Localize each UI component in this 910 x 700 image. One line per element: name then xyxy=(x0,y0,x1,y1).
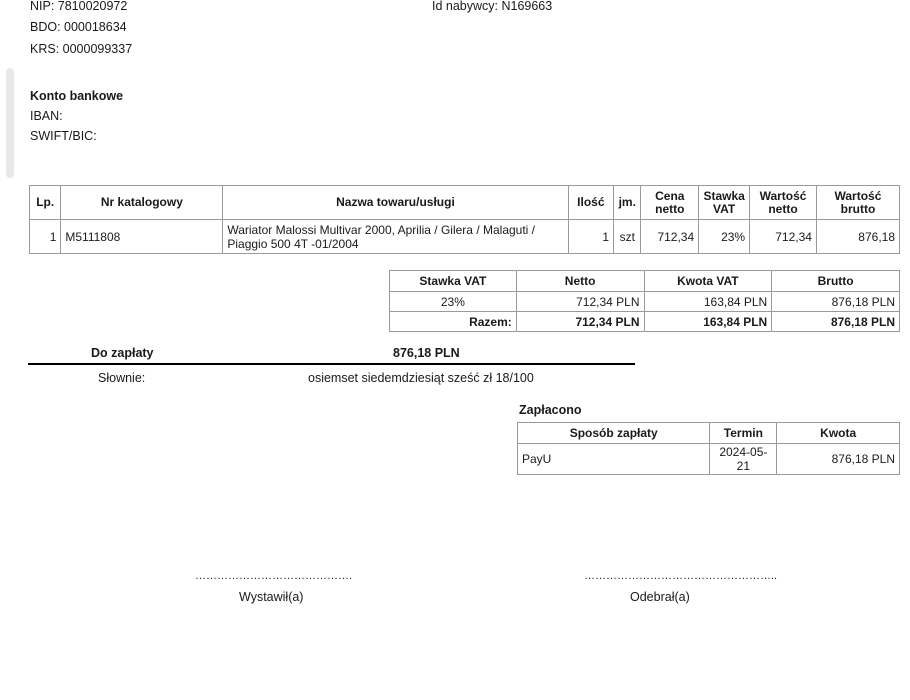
header-qty: Ilość xyxy=(568,186,614,220)
cell-value-net: 712,34 xyxy=(750,220,817,254)
payment-table xyxy=(517,422,900,475)
table-row xyxy=(30,220,900,254)
items-header-row xyxy=(30,186,900,220)
bank-swift: SWIFT/BIC: xyxy=(30,129,97,143)
vat-total-net: 712,34 PLN xyxy=(516,312,644,332)
bank-iban: IBAN: xyxy=(30,109,63,123)
vat-total-label: Razem: xyxy=(390,312,517,332)
payment-header-date: Termin xyxy=(710,423,777,444)
vat-header-row xyxy=(390,271,900,292)
payment-header-method: Sposób zapłaty xyxy=(518,423,710,444)
receiver-signature-line: …………………………………………….. xyxy=(584,570,778,582)
payment-header-row xyxy=(518,423,900,444)
issuer-signature-line: ……………………………………. xyxy=(195,570,353,582)
receiver-label: Odebrał(a) xyxy=(630,590,690,604)
header-price-net: Cena netto xyxy=(641,186,699,220)
vat-header-net: Netto xyxy=(516,271,644,292)
in-words-label: Słownie: xyxy=(98,371,146,385)
vat-amount: 163,84 PLN xyxy=(644,292,772,312)
scrollbar-thumb[interactable] xyxy=(6,68,14,178)
cell-vat-rate: 23% xyxy=(699,220,750,254)
seller-bdo: BDO: 000018634 xyxy=(30,20,127,34)
to-pay-underline xyxy=(28,363,635,365)
to-pay-amount: 876,18 PLN xyxy=(393,346,460,360)
header-catalog: Nr katalogowy xyxy=(61,186,223,220)
seller-krs: KRS: 0000099337 xyxy=(30,42,133,56)
cell-qty: 1 xyxy=(568,220,614,254)
cell-lp: 1 xyxy=(30,220,61,254)
payment-method: PayU xyxy=(518,444,710,475)
payment-amount: 876,18 PLN xyxy=(777,444,900,475)
payment-header-amount: Kwota xyxy=(777,423,900,444)
cell-unit: szt xyxy=(614,220,641,254)
vat-rate: 23% xyxy=(390,292,517,312)
paid-title: Zapłacono xyxy=(519,403,582,417)
seller-nip: NIP: 7810020972 xyxy=(30,0,128,13)
vat-summary-table xyxy=(389,270,900,332)
vat-net: 712,34 PLN xyxy=(516,292,644,312)
vat-header-vat: Kwota VAT xyxy=(644,271,772,292)
to-pay-label: Do zapłaty xyxy=(91,346,154,360)
header-lp: Lp. xyxy=(30,186,61,220)
header-name: Nazwa towaru/usługi xyxy=(223,186,568,220)
header-unit: jm. xyxy=(614,186,641,220)
cell-price-net: 712,34 xyxy=(641,220,699,254)
payment-date: 2024-05-21 xyxy=(710,444,777,475)
header-vat-rate: Stawka VAT xyxy=(699,186,750,220)
vat-header-rate: Stawka VAT xyxy=(390,271,517,292)
cell-catalog: M5111808 xyxy=(61,220,223,254)
bank-title: Konto bankowe xyxy=(30,89,124,103)
vat-total-gross: 876,18 PLN xyxy=(772,312,900,332)
in-words-value: osiemset siedemdziesiąt sześć zł 18/100 xyxy=(308,371,534,385)
table-row xyxy=(518,444,900,475)
vat-total-row xyxy=(390,312,900,332)
issuer-label: Wystawił(a) xyxy=(239,590,304,604)
vat-gross: 876,18 PLN xyxy=(772,292,900,312)
header-value-net: Wartość netto xyxy=(750,186,817,220)
header-value-gross: Wartość brutto xyxy=(816,186,899,220)
vat-total-vat: 163,84 PLN xyxy=(644,312,772,332)
vat-header-gross: Brutto xyxy=(772,271,900,292)
table-row xyxy=(390,292,900,312)
cell-name: Wariator Malossi Multivar 2000, Aprilia / Gilera / Malaguti / Piaggio 500 4T -01/2004 xyxy=(223,220,568,254)
cell-value-gross: 876,18 xyxy=(816,220,899,254)
items-table xyxy=(29,185,900,254)
buyer-id: Id nabywcy: N169663 xyxy=(432,0,553,13)
